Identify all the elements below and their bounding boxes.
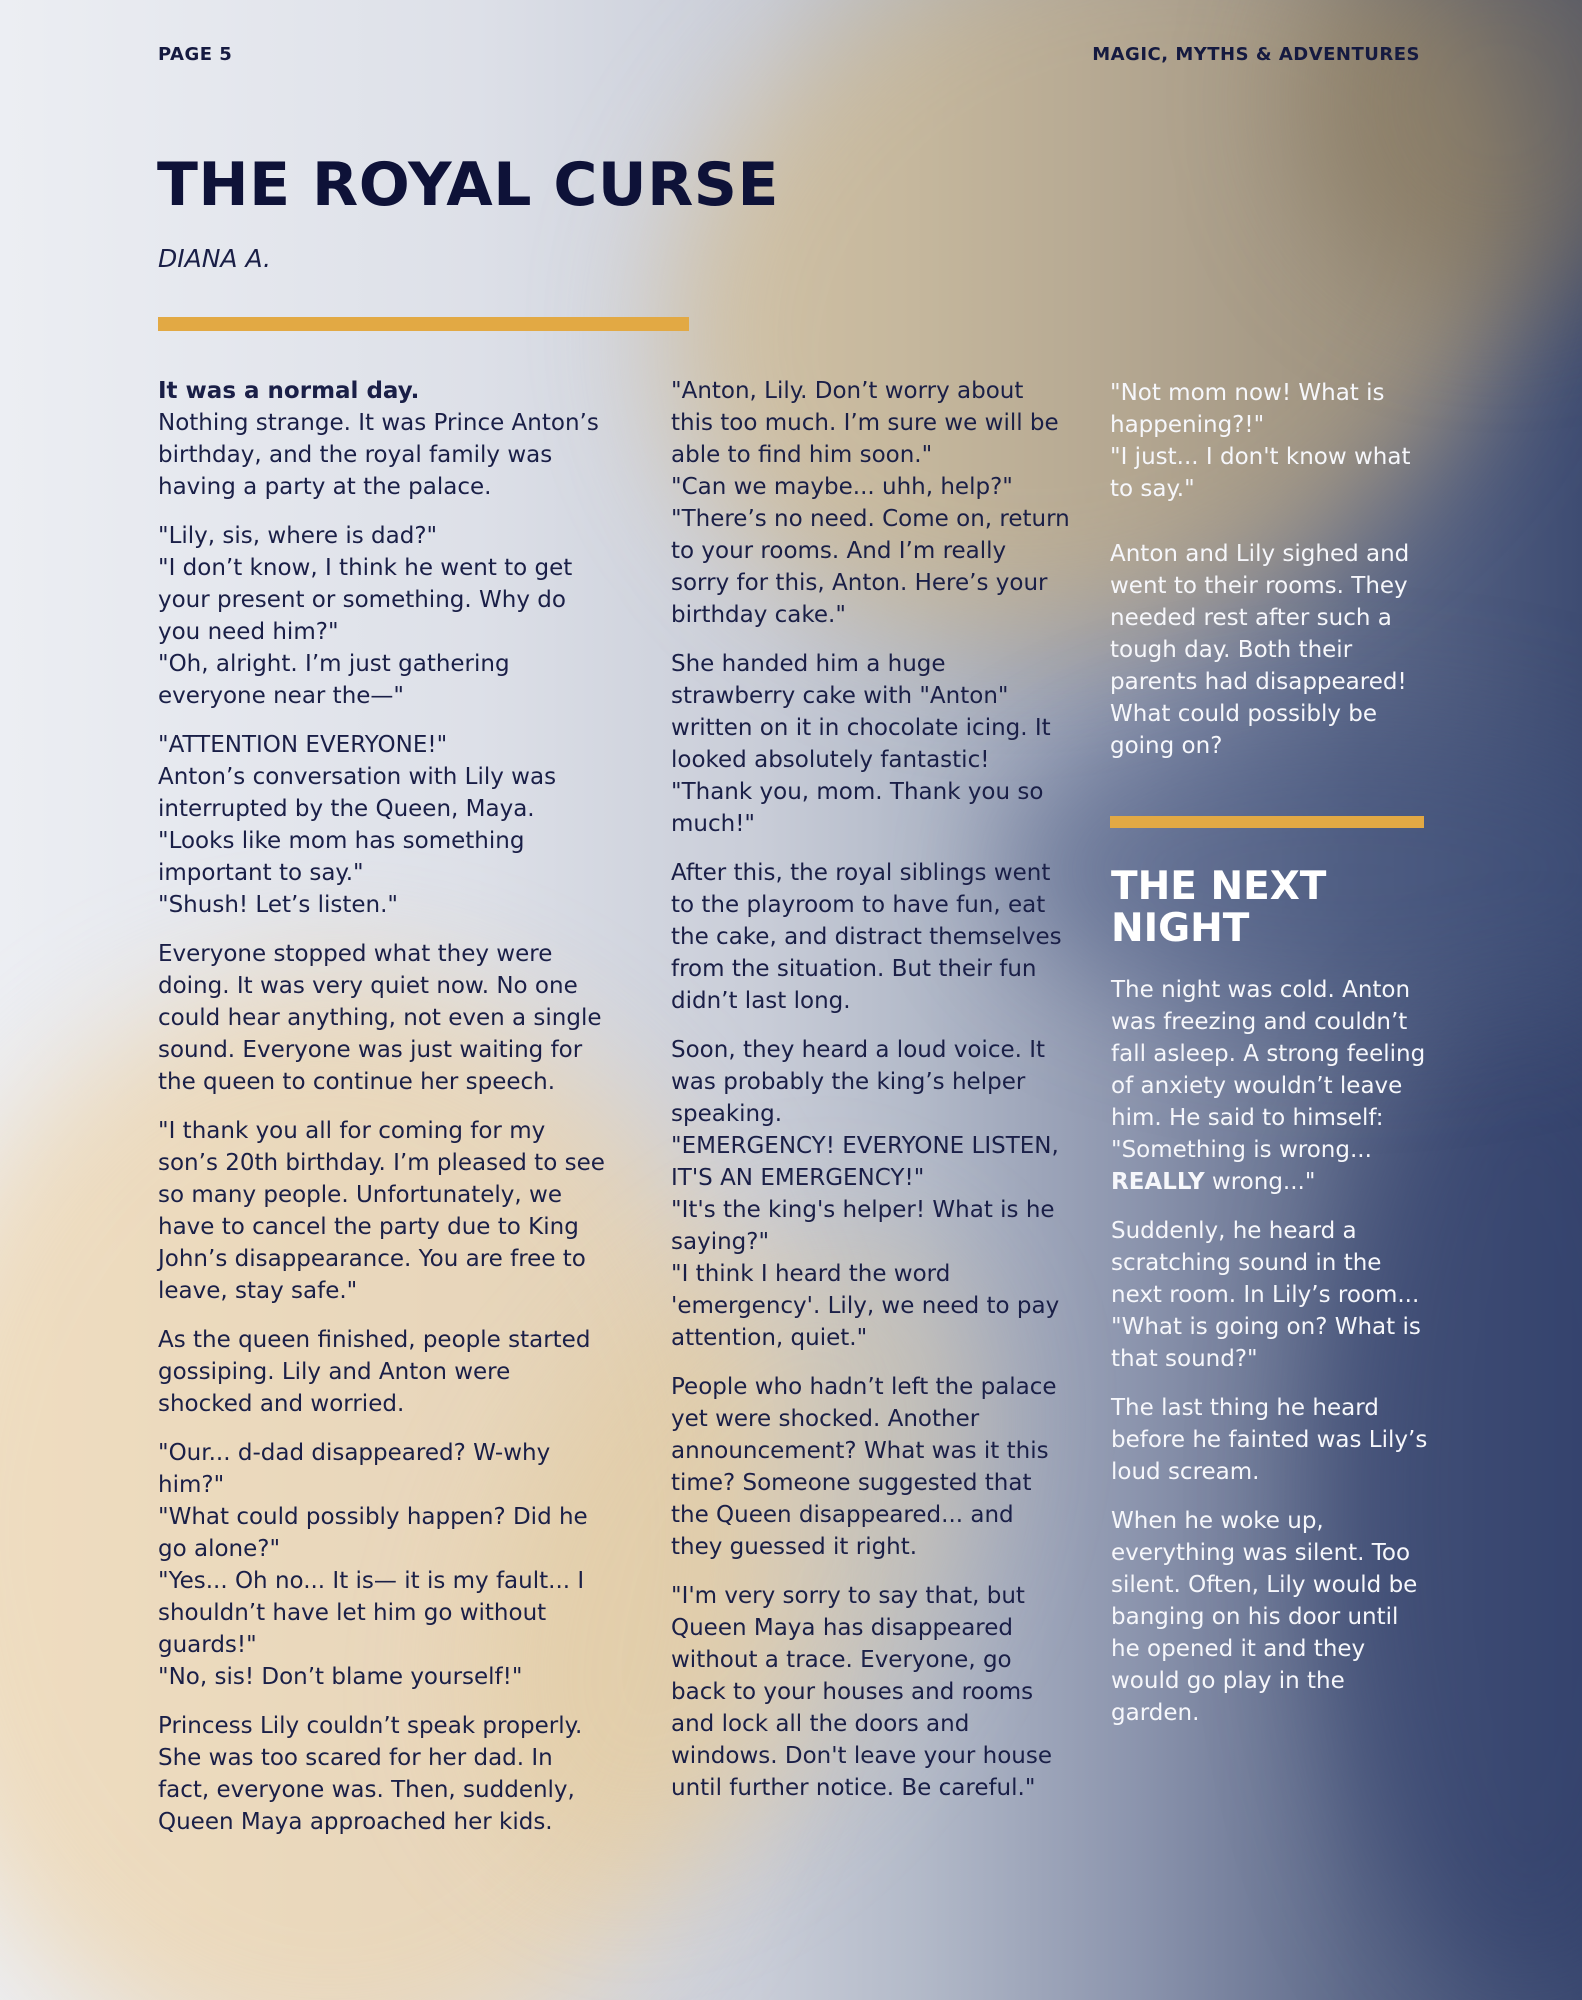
dialogue-line: wrong..." <box>1204 1169 1316 1195</box>
story-column-3 <box>1110 377 1430 779</box>
emphasis-word: REALLY <box>1111 1169 1205 1195</box>
paragraph <box>671 1034 1071 1354</box>
paragraph: "I thank you all for coming for my son’s 20th birthday. I’m pleased to see so many people. Unfortunately, we have to cancel the party due to King John’s disappearance. You are free to leave, stay safe." <box>158 1118 605 1304</box>
dialogue-line: "Thank you, mom. Thank you so much!" <box>671 779 1044 837</box>
dialogue-line: "I just... I don't know what to say." <box>1110 444 1411 502</box>
text-line: Soon, they heard a loud voice. It was probably the king’s helper speaking. <box>671 1037 1046 1127</box>
text-line: Nothing strange. It was Prince Anton’s birthday, and the royal family was having a party at the palace. <box>158 410 599 500</box>
text-line: She handed him a huge strawberry cake with "Anton" written on it in chocolate icing. It looked absolutely fantastic! <box>671 651 1051 773</box>
paragraph: The last thing he heard before he fainted was Lily’s loud scream. <box>1111 1395 1428 1485</box>
paragraph: As the queen finished, people started gossiping. Lily and Anton were shocked and worried. <box>158 1327 591 1417</box>
dialogue-line: "What is going on? What is that sound?" <box>1111 1314 1421 1372</box>
paragraph: When he woke up, everything was silent. Too silent. Often, Lily would be banging on his door until he opened it and they would go play in the garden. <box>1111 1508 1418 1726</box>
dialogue-line: "Our... d-dad disappeared? W-why him?" <box>158 1440 551 1498</box>
article-title: THE ROYAL CURSE <box>157 150 780 220</box>
dialogue-line: "What could possibly happen? Did he go alone?" <box>158 1504 588 1562</box>
article-author: DIANA A. <box>158 244 271 273</box>
dialogue-line: "Shush! Let’s listen." <box>158 892 399 918</box>
title-divider <box>158 317 689 331</box>
paragraph: Princess Lily couldn’t speak properly. She was too scared for her dad. In fact, everyone was. Then, suddenly, Queen Maya approached her kids. <box>158 1713 583 1835</box>
dialogue-line: "No, sis! Don’t blame yourself!" <box>158 1664 523 1690</box>
dialogue-line: "Not mom now! What is happening?!" <box>1110 380 1385 438</box>
paragraph: Anton and Lily sighed and went to their rooms. They needed rest after such a tough day. Both their parents had disappeared! What could possibly be going on? <box>1110 541 1410 759</box>
paragraph <box>158 520 608 712</box>
text-line: Suddenly, he heard a scratching sound in the next room. In Lily’s room... <box>1111 1218 1420 1308</box>
dialogue-line: "Looks like mom has something important to say." <box>158 828 525 886</box>
paragraph <box>158 375 608 503</box>
paragraph <box>1111 1215 1431 1375</box>
dialogue-line: "There’s no need. Come on, return to your rooms. And I’m really sorry for this, Anton. Here’s your birthday cake." <box>671 506 1070 628</box>
paragraph <box>1110 377 1430 505</box>
story-column-2 <box>671 375 1071 1821</box>
dialogue-line: "I think I heard the word 'emergency'. Lily, we need to pay attention, quiet." <box>671 1261 1060 1351</box>
dialogue-line: "Lily, sis, where is dad?" <box>158 523 438 549</box>
dialogue-line: "Oh, alright. I’m just gathering everyone near the—" <box>158 651 510 709</box>
lead-sentence: It was a normal day. <box>158 378 420 404</box>
section-divider <box>1110 816 1424 828</box>
dialogue-line: "It's the king's helper! What is he saying?" <box>671 1197 1055 1255</box>
story-column-1 <box>158 375 608 1855</box>
text-line: Anton’s conversation with Lily was interrupted by the Queen, Maya. <box>158 764 557 822</box>
paragraph: Everyone stopped what they were doing. It was very quiet now. No one could hear anything, not even a single sound. Everyone was just waiting for the queen to continue her speech. <box>158 941 602 1095</box>
dialogue-line: "Yes... Oh no... It is— it is my fault... I shouldn’t have let him go without guards!" <box>158 1568 585 1658</box>
text-line: The night was cold. Anton was freezing and couldn’t fall asleep. A strong feeling of anxiety wouldn’t leave him. He said to himself: <box>1111 977 1426 1131</box>
paragraph <box>158 1437 608 1693</box>
dialogue-line: "ATTENTION EVERYONE!" <box>158 732 448 758</box>
next-night-text <box>1111 974 1431 1746</box>
dialogue-line: "EMERGENCY! EVERYONE LISTEN, IT'S AN EMERGENCY!" <box>671 1133 1059 1191</box>
paragraph: After this, the royal siblings went to the playroom to have fun, eat the cake, and distract themselves from the situation. But their fun didn’t last long. <box>671 860 1062 1014</box>
paragraph <box>1111 974 1431 1198</box>
page-number: PAGE 5 <box>158 44 233 65</box>
section-heading: THE NEXT NIGHT <box>1111 864 1327 951</box>
paragraph <box>671 648 1071 840</box>
magazine-title: MAGIC, MYTHS & ADVENTURES <box>1092 44 1420 65</box>
dialogue-line: "Something is wrong... <box>1111 1137 1372 1163</box>
paragraph: "I'm very sorry to say that, but Queen Maya has disappeared without a trace. Everyone, go back to your houses and rooms and lock all the doors and windows. Don't leave your house until further notice. Be careful." <box>671 1583 1052 1801</box>
paragraph <box>158 729 608 921</box>
dialogue-line: "Can we maybe... uhh, help?" <box>671 474 1013 500</box>
paragraph <box>671 375 1071 631</box>
paragraph: People who hadn’t left the palace yet were shocked. Another announcement? What was it this time? Someone suggested that the Queen disappeared... and they guessed it right. <box>671 1374 1057 1560</box>
dialogue-line: "I don’t know, I think he went to get your present or something. Why do you need him?" <box>158 555 573 645</box>
dialogue-line: "Anton, Lily. Don’t worry about this too much. I’m sure we will be able to find him soon." <box>671 378 1059 468</box>
